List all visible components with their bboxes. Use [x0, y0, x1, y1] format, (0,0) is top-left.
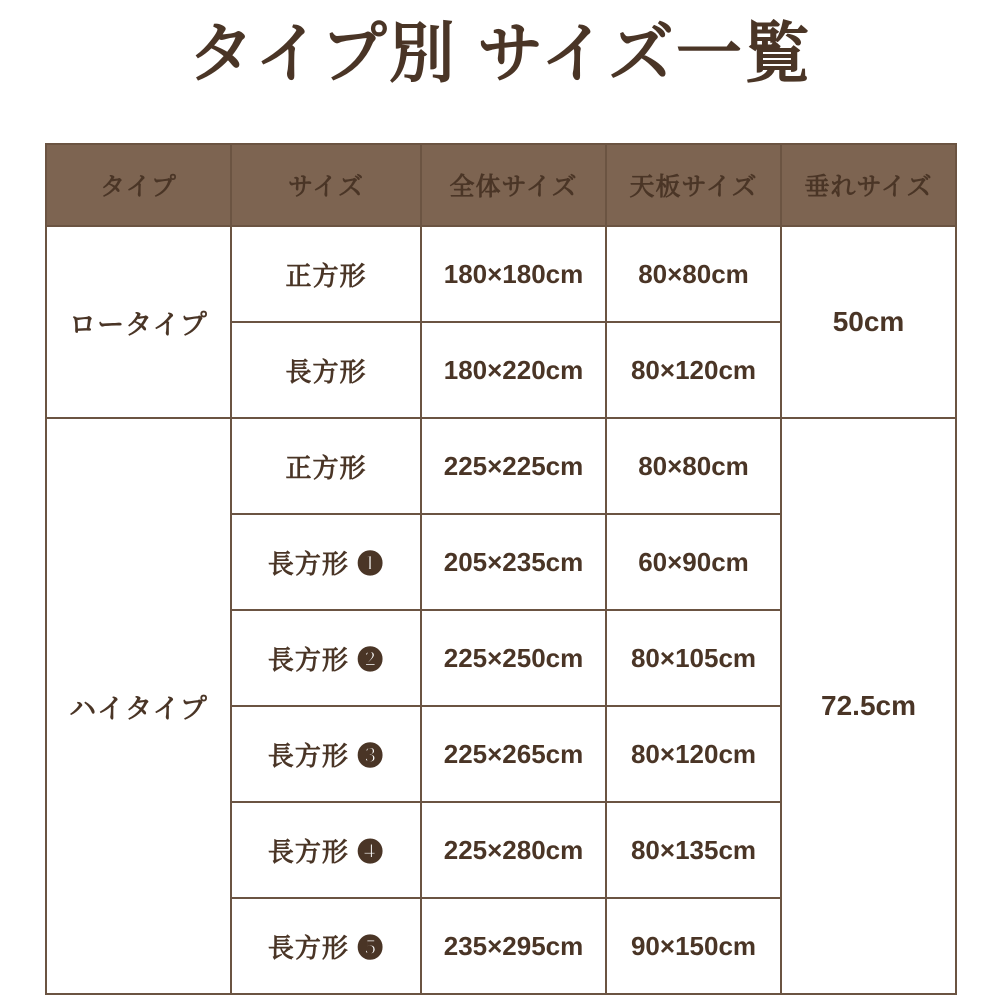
overall-size-cell: 225×225cm — [421, 418, 606, 514]
overall-size-cell: 180×220cm — [421, 322, 606, 418]
overall-size-cell: 225×265cm — [421, 706, 606, 802]
table-row — [46, 226, 956, 322]
top-size-cell: 90×150cm — [606, 898, 781, 994]
shape-cell: 長方形 — [231, 322, 421, 418]
overall-size-cell: 205×235cm — [421, 514, 606, 610]
column-header-type: タイプ — [46, 144, 231, 226]
column-header-top-size: 天板サイズ — [606, 144, 781, 226]
size-table-wrapper — [45, 143, 955, 995]
shape-cell: 正方形 — [231, 418, 421, 514]
top-size-cell: 80×120cm — [606, 322, 781, 418]
type-cell-high: ハイタイプ — [46, 418, 231, 994]
top-size-cell: 80×105cm — [606, 610, 781, 706]
top-size-cell: 80×80cm — [606, 418, 781, 514]
drop-size-cell-high: 72.5cm — [781, 418, 956, 994]
top-size-cell: 80×135cm — [606, 802, 781, 898]
column-header-size: サイズ — [231, 144, 421, 226]
shape-cell: 長方形 ❹ — [231, 802, 421, 898]
top-size-cell: 60×90cm — [606, 514, 781, 610]
shape-cell: 長方形 ❷ — [231, 610, 421, 706]
column-header-overall-size: 全体サイズ — [421, 144, 606, 226]
drop-size-cell-low: 50cm — [781, 226, 956, 418]
overall-size-cell: 225×250cm — [421, 610, 606, 706]
page-title: タイプ別 サイズ一覧 — [188, 16, 812, 90]
column-header-drop-size: 垂れサイズ — [781, 144, 956, 226]
shape-cell: 長方形 ❺ — [231, 898, 421, 994]
shape-cell: 長方形 ❸ — [231, 706, 421, 802]
table-head — [46, 144, 956, 226]
table-header-row — [46, 144, 956, 226]
shape-cell: 正方形 — [231, 226, 421, 322]
overall-size-cell: 225×280cm — [421, 802, 606, 898]
type-cell-low: ロータイプ — [46, 226, 231, 418]
top-size-cell: 80×80cm — [606, 226, 781, 322]
overall-size-cell: 235×295cm — [421, 898, 606, 994]
table-body — [46, 226, 956, 994]
top-size-cell: 80×120cm — [606, 706, 781, 802]
table-row — [46, 418, 956, 514]
size-table — [45, 143, 957, 995]
shape-cell: 長方形 ❶ — [231, 514, 421, 610]
overall-size-cell: 180×180cm — [421, 226, 606, 322]
